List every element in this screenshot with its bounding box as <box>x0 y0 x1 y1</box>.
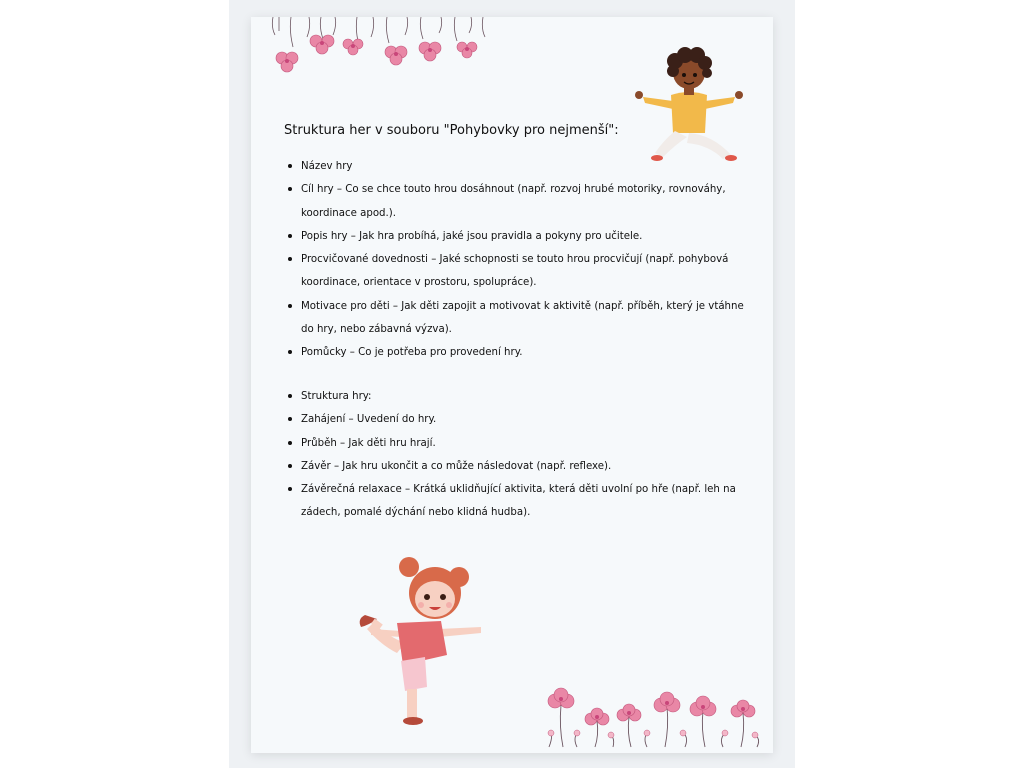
list-item: Pomůcky – Co je potřeba pro provedení hry. <box>288 341 758 364</box>
game-info-list <box>288 155 758 365</box>
flower-meadow-icon <box>543 687 765 749</box>
list-item: Závěrečná relaxace – Krátká uklidňující aktivita, která děti uvolní po hře (např. leh na zádech, pomalé dýchání nebo klidná hudba). <box>288 478 758 525</box>
boy-yoga-icon <box>633 41 745 163</box>
page-heading: Struktura her v souboru "Pohybovky pro nejmenší": <box>284 123 619 138</box>
game-structure-list <box>288 385 758 525</box>
document-page <box>251 17 773 753</box>
list-item: Závěr – Jak hru ukončit a co může následovat (např. reflexe). <box>288 455 758 478</box>
list-item: Cíl hry – Co se chce touto hrou dosáhnout (např. rozvoj hrubé motoriky, rovnováhy, koordinace apod.). <box>288 178 758 225</box>
list-item: Popis hry – Jak hra probíhá, jaké jsou pravidla a pokyny pro učitele. <box>288 225 758 248</box>
list-item: Zahájení – Uvedení do hry. <box>288 408 758 431</box>
list-item: Název hry <box>288 155 758 178</box>
hanging-flowers-icon <box>265 17 490 75</box>
list-item: Struktura hry: <box>288 385 758 408</box>
list-item: Procvičované dovednosti – Jaké schopnosti se touto hrou procvičují (např. pohybová koordinace, orientace v prostoru, spolupráce). <box>288 248 758 295</box>
list-item: Průběh – Jak děti hru hrají. <box>288 432 758 455</box>
girl-dancer-icon <box>351 549 491 727</box>
list-item: Motivace pro děti – Jak děti zapojit a motivovat k aktivitě (např. příběh, který je vtáhne do hry, nebo zábavná výzva). <box>288 295 758 342</box>
